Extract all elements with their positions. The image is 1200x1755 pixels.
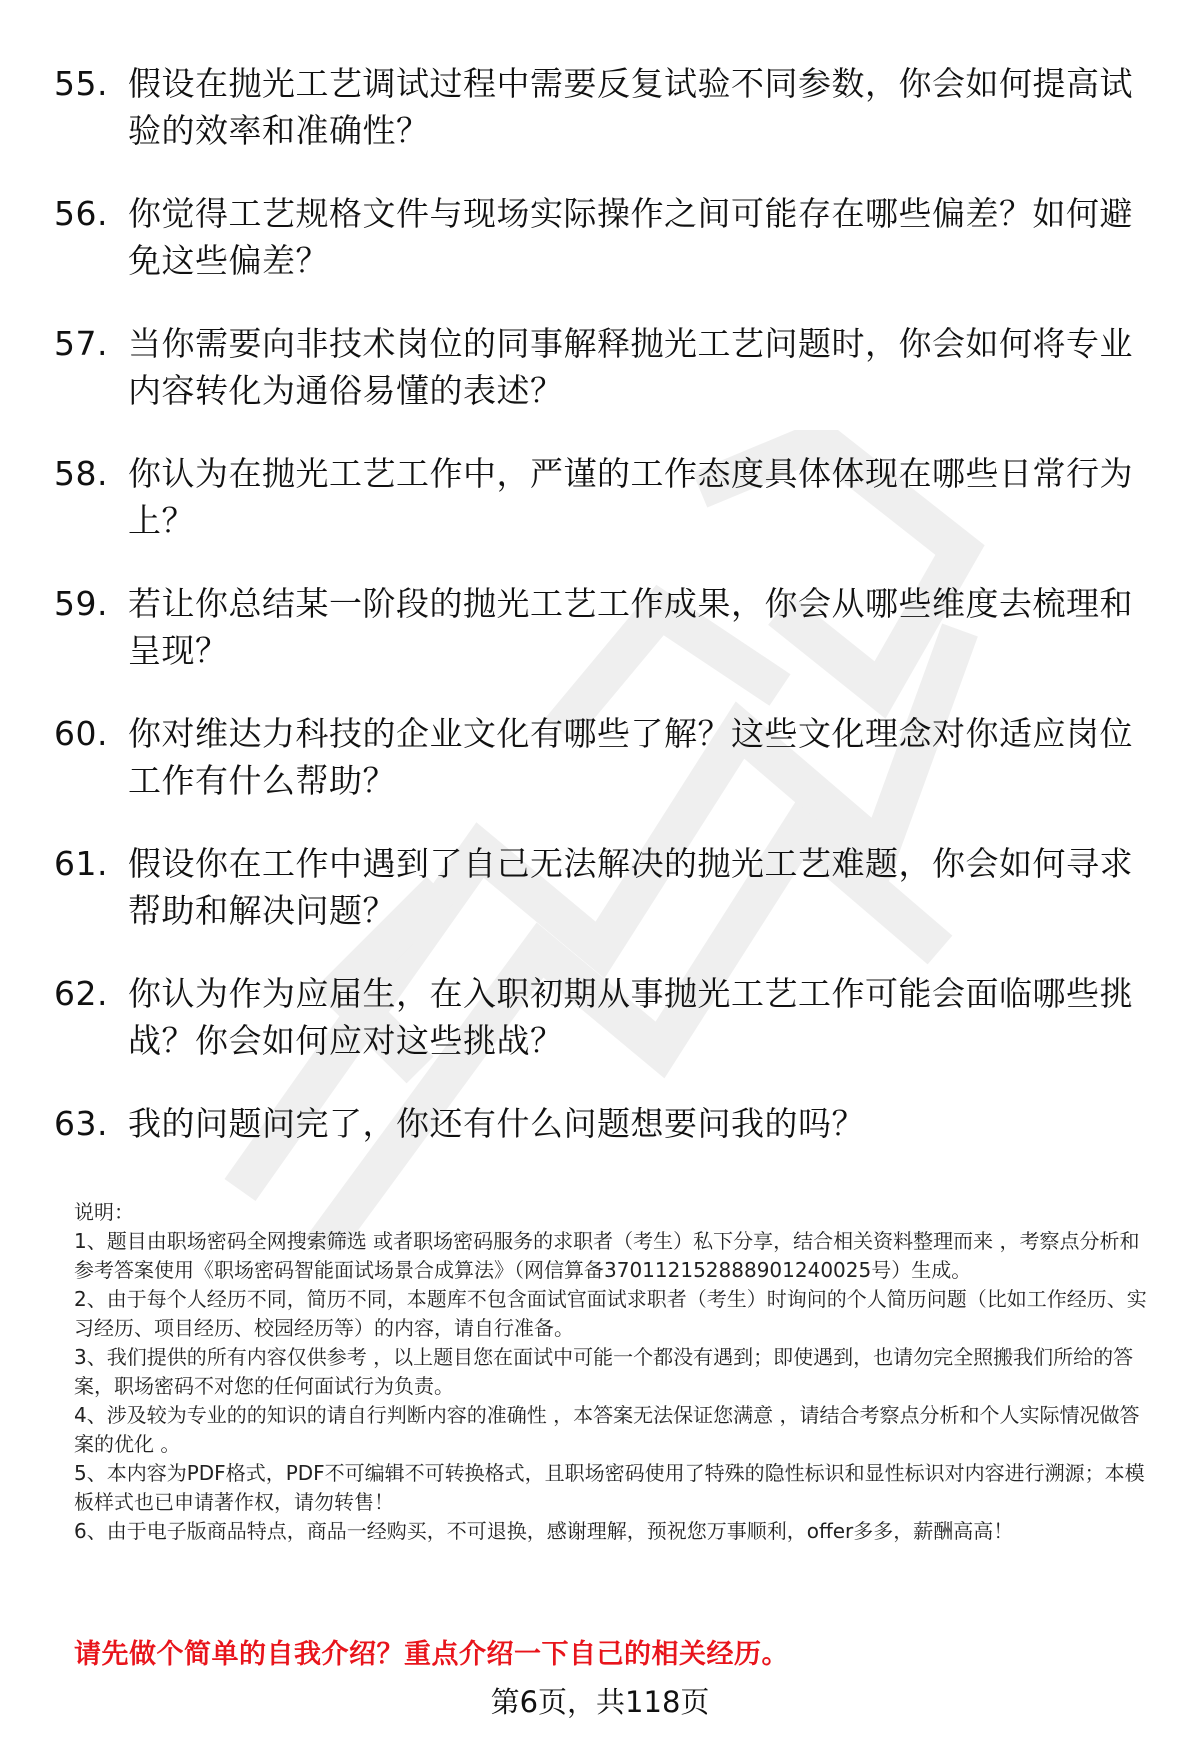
question-item <box>54 580 1154 674</box>
question-number: 57. <box>54 324 108 363</box>
question-text: 我的问题问完了，你还有什么问题想要问我的吗？ <box>128 1104 865 1143</box>
question-item <box>54 320 1154 414</box>
note-item: 5、本内容为PDF格式，PDF不可编辑不可转换格式，且职场密码使用了特殊的隐性标识和显性标识对内容进行溯源；本模板样式也已申请著作权，请勿转售！ <box>74 1461 1145 1514</box>
question-number: 55. <box>54 64 108 103</box>
question-number: 56. <box>54 194 108 233</box>
question-item <box>54 840 1154 934</box>
question-item <box>54 970 1154 1064</box>
question-text: 你认为作为应届生，在入职初期从事抛光工艺工作可能会面临哪些挑战？你会如何应对这些挑战？ <box>128 974 1133 1060</box>
note-item: 2、由于每个人经历不同，简历不同，本题库不包含面试官面试求职者（考生）时询问的个人简历问题（比如工作经历、实习经历、项目经历、校园经历等）的内容，请自行准备。 <box>74 1287 1147 1340</box>
question-text: 你认为在抛光工艺工作中，严谨的工作态度具体体现在哪些日常行为上？ <box>128 454 1133 540</box>
page-number: 第6页，共118页 <box>490 1685 710 1719</box>
question-number: 63. <box>54 1104 108 1143</box>
notes-title: 说明： <box>74 1200 134 1224</box>
question-number: 60. <box>54 714 108 753</box>
question-number: 59. <box>54 584 108 623</box>
question-item <box>54 450 1154 544</box>
notes-section <box>74 1198 1154 1546</box>
question-list <box>54 60 1154 1183</box>
question-number: 61. <box>54 844 108 883</box>
note-item: 6、由于电子版商品特点，商品一经购买，不可退换，感谢理解，预祝您万事顺利，offer多多，薪酬高高！ <box>74 1519 1014 1543</box>
question-text: 假设你在工作中遇到了自己无法解决的抛光工艺难题，你会如何寻求帮助和解决问题？ <box>128 844 1133 930</box>
note-item: 3、我们提供的所有内容仅供参考 ，以上题目您在面试中可能一个都没有遇到；即使遇到，也请勿完全照搬我们所给的答案，职场密码不对您的任何面试行为负责。 <box>74 1345 1134 1398</box>
note-item: 4、涉及较为专业的的知识的请自行判断内容的准确性 ，本答案无法保证您满意 ，请结合考察点分析和个人实际情况做答案的优化 。 <box>74 1403 1140 1456</box>
question-text: 你觉得工艺规格文件与现场实际操作之间可能存在哪些偏差？如何避免这些偏差？ <box>128 194 1133 280</box>
question-text: 当你需要向非技术岗位的同事解释抛光工艺问题时，你会如何将专业内容转化为通俗易懂的表述？ <box>128 324 1133 410</box>
question-item <box>54 190 1154 284</box>
question-text: 假设在抛光工艺调试过程中需要反复试验不同参数，你会如何提高试验的效率和准确性？ <box>128 64 1133 150</box>
note-item: 1、题目由职场密码全网搜索筛选 或者职场密码服务的求职者（考生）私下分享，结合相关资料整理而来 ，考察点分析和参考答案使用《职场密码智能面试场景合成算法》（网信算备370112152888901240025号）生成。 <box>74 1229 1140 1282</box>
question-item <box>54 710 1154 804</box>
question-item <box>54 1100 1154 1147</box>
highlighted-question: 请先做个简单的自我介绍？重点介绍一下自己的相关经历。 <box>74 1639 789 1670</box>
question-number: 58. <box>54 454 108 493</box>
question-item <box>54 60 1154 154</box>
question-text: 若让你总结某一阶段的抛光工艺工作成果，你会从哪些维度去梳理和呈现？ <box>128 584 1133 670</box>
question-number: 62. <box>54 974 108 1013</box>
question-text: 你对维达力科技的企业文化有哪些了解？这些文化理念对你适应岗位工作有什么帮助？ <box>128 714 1133 800</box>
